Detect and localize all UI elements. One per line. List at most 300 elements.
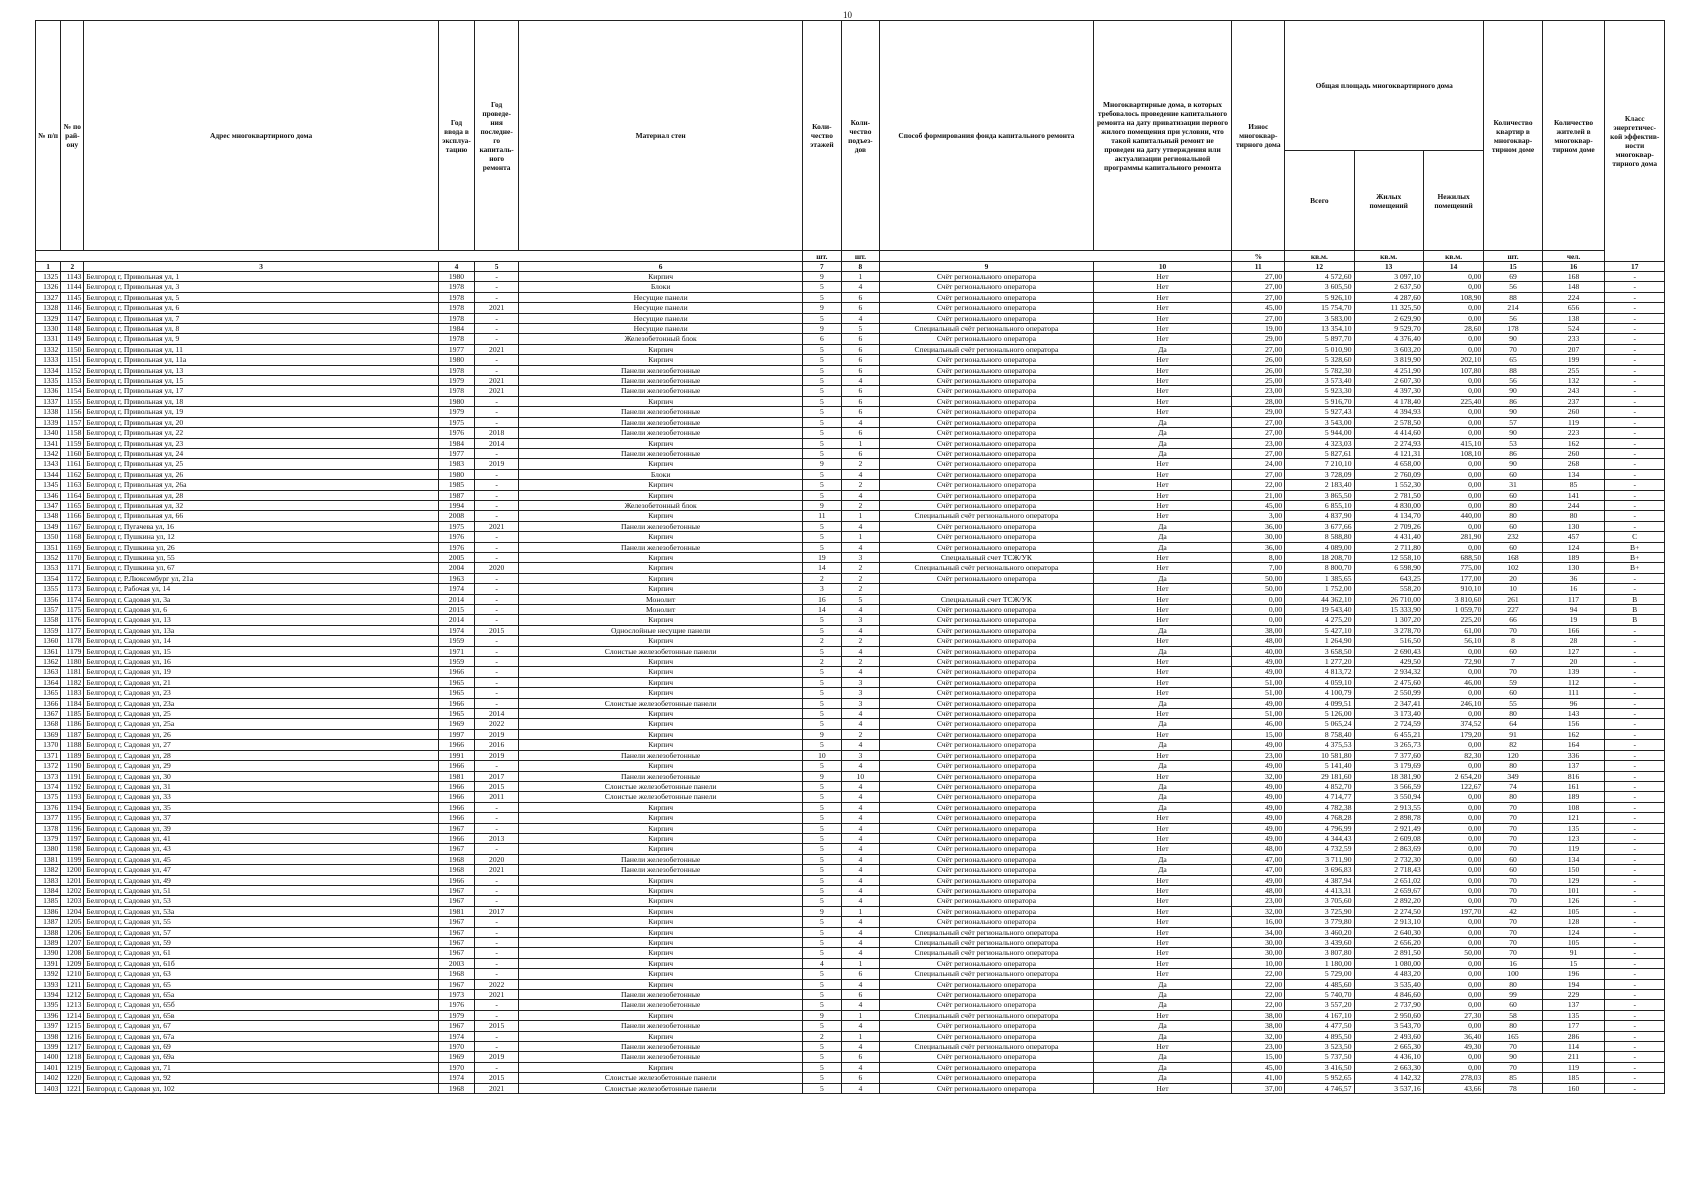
cell-area-total: 1 752,00 bbox=[1285, 584, 1354, 594]
cell-area-total: 5 827,61 bbox=[1285, 448, 1354, 458]
cell-address: Белгород г, Садовая ул, 65а bbox=[84, 990, 438, 1000]
cell-repair-required: Нет bbox=[1093, 469, 1232, 479]
cell-floors: 5 bbox=[803, 885, 842, 895]
cell-wall-material: Панели железобетонные bbox=[519, 1021, 803, 1031]
cell-wear: 0,00 bbox=[1232, 615, 1285, 625]
cell-wall-material: Несущие панели bbox=[519, 324, 803, 334]
cell-wall-material: Несущие панели bbox=[519, 313, 803, 323]
cell-entrances: 1 bbox=[841, 906, 880, 916]
cell-energy-class: - bbox=[1605, 657, 1665, 667]
cell-floors: 14 bbox=[803, 563, 842, 573]
cell-wall-material: Кирпич bbox=[519, 677, 803, 687]
cell-apartments: 88 bbox=[1484, 365, 1542, 375]
cell-last-repair-year: - bbox=[475, 927, 519, 937]
cell-apartments: 55 bbox=[1484, 698, 1542, 708]
cell-residents: 80 bbox=[1542, 511, 1605, 521]
cell-row-number: 1397 bbox=[36, 1021, 61, 1031]
cell-wear: 22,00 bbox=[1232, 990, 1285, 1000]
cell-year-built: 1968 bbox=[438, 854, 474, 864]
cell-area-total: 3 696,83 bbox=[1285, 865, 1354, 875]
cell-wall-material: Блоки bbox=[519, 469, 803, 479]
cell-address: Белгород г, Садовая ул, 57 bbox=[84, 927, 438, 937]
cell-energy-class: В bbox=[1605, 605, 1665, 615]
cell-wall-material: Кирпич bbox=[519, 906, 803, 916]
cell-energy-class: - bbox=[1605, 677, 1665, 687]
cell-residents: 260 bbox=[1542, 448, 1605, 458]
cell-address: Белгород г, Привольная ул, 11 bbox=[84, 344, 438, 354]
cell-floors: 2 bbox=[803, 573, 842, 583]
cell-entrances: 4 bbox=[841, 667, 880, 677]
cell-last-repair-year: - bbox=[475, 698, 519, 708]
cell-floors: 19 bbox=[803, 552, 842, 562]
cell-repair-required: Да bbox=[1093, 646, 1232, 656]
cell-wear: 49,00 bbox=[1232, 761, 1285, 771]
cell-area-nonresidential: 281,90 bbox=[1423, 532, 1484, 542]
cell-wall-material: Панели железобетонные bbox=[519, 1000, 803, 1010]
cell-apartments: 70 bbox=[1484, 667, 1542, 677]
cell-entrances: 4 bbox=[841, 417, 880, 427]
cell-area-residential: 18 381,90 bbox=[1354, 771, 1423, 781]
cell-area-nonresidential: 0,00 bbox=[1423, 303, 1484, 313]
cell-floors: 5 bbox=[803, 469, 842, 479]
table-row bbox=[36, 729, 1665, 739]
cell-row-number: 1349 bbox=[36, 521, 61, 531]
cell-area-total: 5 126,00 bbox=[1285, 709, 1354, 719]
cell-energy-class: - bbox=[1605, 365, 1665, 375]
cell-row-number: 1393 bbox=[36, 979, 61, 989]
cell-area-residential: 4 658,00 bbox=[1354, 459, 1423, 469]
cell-energy-class: - bbox=[1605, 282, 1665, 292]
table-row bbox=[36, 875, 1665, 885]
cell-residents: 137 bbox=[1542, 1000, 1605, 1010]
cell-apartments: 66 bbox=[1484, 615, 1542, 625]
cell-area-nonresidential: 0,00 bbox=[1423, 792, 1484, 802]
cell-area-total: 3 460,20 bbox=[1285, 927, 1354, 937]
cell-energy-class: - bbox=[1605, 1042, 1665, 1052]
cell-floors: 5 bbox=[803, 979, 842, 989]
table-row bbox=[36, 438, 1665, 448]
cell-floors: 5 bbox=[803, 417, 842, 427]
cell-row-number: 1378 bbox=[36, 823, 61, 833]
cell-energy-class: - bbox=[1605, 511, 1665, 521]
cell-district-number: 1172 bbox=[61, 573, 84, 583]
cell-area-residential: 2 550,99 bbox=[1354, 688, 1423, 698]
unit-entrances: шт. bbox=[841, 251, 880, 262]
cell-apartments: 57 bbox=[1484, 417, 1542, 427]
cell-row-number: 1379 bbox=[36, 833, 61, 843]
cell-last-repair-year: - bbox=[475, 677, 519, 687]
cell-fund-method: Счёт регионального оператора bbox=[880, 729, 1094, 739]
cell-fund-method: Счёт регионального оператора bbox=[880, 677, 1094, 687]
cell-energy-class: - bbox=[1605, 1083, 1665, 1093]
cell-year-built: 1968 bbox=[438, 969, 474, 979]
cell-energy-class: - bbox=[1605, 1062, 1665, 1072]
cell-residents: 189 bbox=[1542, 792, 1605, 802]
cell-entrances: 6 bbox=[841, 1052, 880, 1062]
table-row bbox=[36, 355, 1665, 365]
cell-entrances: 6 bbox=[841, 292, 880, 302]
cell-energy-class: - bbox=[1605, 844, 1665, 854]
cell-repair-required: Нет bbox=[1093, 1042, 1232, 1052]
cell-wear: 49,00 bbox=[1232, 781, 1285, 791]
cell-apartments: 60 bbox=[1484, 646, 1542, 656]
cell-area-total: 1 385,65 bbox=[1285, 573, 1354, 583]
cell-last-repair-year: - bbox=[475, 844, 519, 854]
cell-residents: 233 bbox=[1542, 334, 1605, 344]
cell-district-number: 1196 bbox=[61, 823, 84, 833]
cell-area-nonresidential: 0,00 bbox=[1423, 480, 1484, 490]
table-row bbox=[36, 1031, 1665, 1041]
cell-area-nonresidential: 0,00 bbox=[1423, 1000, 1484, 1010]
cell-repair-required: Да bbox=[1093, 1052, 1232, 1062]
cell-entrances: 4 bbox=[841, 469, 880, 479]
cell-energy-class: - bbox=[1605, 771, 1665, 781]
cell-area-total: 4 768,28 bbox=[1285, 813, 1354, 823]
cell-area-residential: 4 846,60 bbox=[1354, 990, 1423, 1000]
cell-wall-material: Панели железобетонные bbox=[519, 750, 803, 760]
cell-address: Белгород г, Привольная ул, 24 bbox=[84, 448, 438, 458]
cell-year-built: 1965 bbox=[438, 709, 474, 719]
cell-residents: 112 bbox=[1542, 677, 1605, 687]
table-row bbox=[36, 448, 1665, 458]
cell-repair-required: Нет bbox=[1093, 885, 1232, 895]
table-row bbox=[36, 344, 1665, 354]
cell-area-total: 29 181,60 bbox=[1285, 771, 1354, 781]
cell-year-built: 1975 bbox=[438, 417, 474, 427]
cell-repair-required: Да bbox=[1093, 417, 1232, 427]
cell-wall-material: Кирпич bbox=[519, 885, 803, 895]
cell-floors: 3 bbox=[803, 584, 842, 594]
cell-area-total: 4 813,72 bbox=[1285, 667, 1354, 677]
cell-residents: 150 bbox=[1542, 865, 1605, 875]
cell-floors: 5 bbox=[803, 844, 842, 854]
cell-address: Белгород г, Садовая ул, 14 bbox=[84, 636, 438, 646]
cell-district-number: 1213 bbox=[61, 1000, 84, 1010]
cell-address: Белгород г, Садовая ул, 31 bbox=[84, 781, 438, 791]
cell-wear: 32,00 bbox=[1232, 1031, 1285, 1041]
table-row bbox=[36, 709, 1665, 719]
cell-address: Белгород г, Садовая ул, 63 bbox=[84, 969, 438, 979]
cell-area-residential: 2 891,50 bbox=[1354, 948, 1423, 958]
cell-area-total: 4 746,57 bbox=[1285, 1083, 1354, 1093]
cell-address: Белгород г, Садовая ул, 21 bbox=[84, 677, 438, 687]
cell-row-number: 1364 bbox=[36, 677, 61, 687]
cell-repair-required: Да bbox=[1093, 521, 1232, 531]
cell-area-nonresidential: 0,00 bbox=[1423, 490, 1484, 500]
table-header bbox=[36, 21, 1665, 272]
cell-energy-class: - bbox=[1605, 292, 1665, 302]
cell-entrances: 4 bbox=[841, 927, 880, 937]
cell-year-built: 1984 bbox=[438, 324, 474, 334]
cell-fund-method: Специальный счёт регионального оператора bbox=[880, 927, 1094, 937]
cell-district-number: 1207 bbox=[61, 938, 84, 948]
header-district-number: № по рай-ону bbox=[61, 21, 84, 251]
cell-wall-material: Кирпич bbox=[519, 833, 803, 843]
cell-area-residential: 2 274,93 bbox=[1354, 438, 1423, 448]
cell-entrances: 4 bbox=[841, 938, 880, 948]
cell-fund-method: Счёт регионального оператора bbox=[880, 1062, 1094, 1072]
cell-area-nonresidential: 225,20 bbox=[1423, 615, 1484, 625]
cell-row-number: 1329 bbox=[36, 313, 61, 323]
cell-floors: 9 bbox=[803, 771, 842, 781]
cell-area-residential: 2 913,10 bbox=[1354, 917, 1423, 927]
cell-energy-class: - bbox=[1605, 386, 1665, 396]
cell-year-built: 1966 bbox=[438, 792, 474, 802]
table-row bbox=[36, 428, 1665, 438]
cell-energy-class: - bbox=[1605, 480, 1665, 490]
cell-year-built: 1966 bbox=[438, 740, 474, 750]
cell-area-residential: 4 414,60 bbox=[1354, 428, 1423, 438]
cell-residents: 105 bbox=[1542, 938, 1605, 948]
cell-apartments: 90 bbox=[1484, 386, 1542, 396]
cell-area-residential: 2 760,09 bbox=[1354, 469, 1423, 479]
cell-row-number: 1383 bbox=[36, 875, 61, 885]
cell-row-number: 1394 bbox=[36, 990, 61, 1000]
cell-floors: 5 bbox=[803, 969, 842, 979]
cell-entrances: 4 bbox=[841, 813, 880, 823]
cell-wall-material: Кирпич bbox=[519, 438, 803, 448]
cell-fund-method: Счёт регионального оператора bbox=[880, 865, 1094, 875]
cell-energy-class: - bbox=[1605, 813, 1665, 823]
cell-fund-method: Счёт регионального оператора bbox=[880, 313, 1094, 323]
cell-wall-material: Кирпич bbox=[519, 709, 803, 719]
cell-area-total: 4 732,59 bbox=[1285, 844, 1354, 854]
cell-area-residential: 4 830,00 bbox=[1354, 500, 1423, 510]
cell-address: Белгород г, Садовая ул, 102 bbox=[84, 1083, 438, 1093]
cell-area-residential: 11 325,50 bbox=[1354, 303, 1423, 313]
cell-residents: 224 bbox=[1542, 292, 1605, 302]
cell-residents: 141 bbox=[1542, 490, 1605, 500]
header-floors: Коли-чество этажей bbox=[803, 21, 842, 251]
cell-wear: 27,00 bbox=[1232, 428, 1285, 438]
cell-wear: 51,00 bbox=[1232, 677, 1285, 687]
cell-year-built: 1969 bbox=[438, 719, 474, 729]
cell-area-nonresidential: 0,00 bbox=[1423, 646, 1484, 656]
cell-area-nonresidential: 0,00 bbox=[1423, 521, 1484, 531]
cell-entrances: 6 bbox=[841, 386, 880, 396]
cell-energy-class: - bbox=[1605, 1031, 1665, 1041]
cell-area-total: 3 779,80 bbox=[1285, 917, 1354, 927]
cell-address: Белгород г, Садовая ул, 6 bbox=[84, 605, 438, 615]
cell-last-repair-year: - bbox=[475, 334, 519, 344]
cell-floors: 5 bbox=[803, 688, 842, 698]
cell-wall-material: Кирпич bbox=[519, 396, 803, 406]
cell-residents: 268 bbox=[1542, 459, 1605, 469]
cell-apartments: 70 bbox=[1484, 1062, 1542, 1072]
cell-apartments: 165 bbox=[1484, 1031, 1542, 1041]
cell-row-number: 1376 bbox=[36, 802, 61, 812]
cell-fund-method: Счёт регионального оператора bbox=[880, 459, 1094, 469]
cell-fund-method: Счёт регионального оператора bbox=[880, 1031, 1094, 1041]
cell-address: Белгород г, Садовая ул, 51 bbox=[84, 885, 438, 895]
cell-fund-method: Счёт регионального оператора bbox=[880, 958, 1094, 968]
cell-district-number: 1145 bbox=[61, 292, 84, 302]
cell-area-residential: 9 529,70 bbox=[1354, 324, 1423, 334]
cell-last-repair-year: 2021 bbox=[475, 990, 519, 1000]
cell-apartments: 86 bbox=[1484, 448, 1542, 458]
cell-repair-required: Да bbox=[1093, 979, 1232, 989]
cell-year-built: 1969 bbox=[438, 1052, 474, 1062]
cell-entrances: 2 bbox=[841, 500, 880, 510]
cell-apartments: 80 bbox=[1484, 1021, 1542, 1031]
cell-energy-class: - bbox=[1605, 646, 1665, 656]
table-row bbox=[36, 376, 1665, 386]
cell-fund-method: Счёт регионального оператора bbox=[880, 698, 1094, 708]
header-wall-material: Материал стен bbox=[519, 21, 803, 251]
cell-area-total: 5 927,43 bbox=[1285, 407, 1354, 417]
cell-wear: 22,00 bbox=[1232, 979, 1285, 989]
cell-residents: 119 bbox=[1542, 417, 1605, 427]
cell-area-residential: 7 377,60 bbox=[1354, 750, 1423, 760]
cell-address: Белгород г, Садовая ул, 23а bbox=[84, 698, 438, 708]
cell-apartments: 60 bbox=[1484, 854, 1542, 864]
cell-year-built: 1978 bbox=[438, 365, 474, 375]
cell-address: Белгород г, Привольная ул, 8 bbox=[84, 324, 438, 334]
cell-district-number: 1216 bbox=[61, 1031, 84, 1041]
cell-district-number: 1163 bbox=[61, 480, 84, 490]
cell-repair-required: Нет bbox=[1093, 948, 1232, 958]
cell-area-nonresidential: 202,10 bbox=[1423, 355, 1484, 365]
cell-area-residential: 3 097,10 bbox=[1354, 272, 1423, 282]
cell-area-residential: 1 552,30 bbox=[1354, 480, 1423, 490]
cell-residents: 185 bbox=[1542, 1073, 1605, 1083]
cell-last-repair-year: - bbox=[475, 365, 519, 375]
table-row bbox=[36, 917, 1665, 927]
cell-year-built: 1974 bbox=[438, 584, 474, 594]
cell-repair-required: Нет bbox=[1093, 324, 1232, 334]
cell-area-residential: 4 397,30 bbox=[1354, 386, 1423, 396]
cell-repair-required: Нет bbox=[1093, 1083, 1232, 1093]
cell-energy-class: - bbox=[1605, 990, 1665, 1000]
cell-repair-required: Да bbox=[1093, 1073, 1232, 1083]
cell-address: Белгород г, Привольная ул, 19 bbox=[84, 407, 438, 417]
cell-district-number: 1147 bbox=[61, 313, 84, 323]
cell-area-total: 3 583,00 bbox=[1285, 313, 1354, 323]
cell-residents: 457 bbox=[1542, 532, 1605, 542]
cell-year-built: 1959 bbox=[438, 636, 474, 646]
cell-area-total: 19 543,40 bbox=[1285, 605, 1354, 615]
cell-energy-class: - bbox=[1605, 469, 1665, 479]
cell-apartments: 88 bbox=[1484, 292, 1542, 302]
cell-entrances: 4 bbox=[841, 854, 880, 864]
cell-area-residential: 2 347,41 bbox=[1354, 698, 1423, 708]
cell-floors: 5 bbox=[803, 896, 842, 906]
cell-entrances: 4 bbox=[841, 875, 880, 885]
cell-entrances: 6 bbox=[841, 303, 880, 313]
cell-year-built: 1966 bbox=[438, 667, 474, 677]
table-row bbox=[36, 303, 1665, 313]
cell-area-total: 3 705,60 bbox=[1285, 896, 1354, 906]
cell-area-nonresidential: 27,30 bbox=[1423, 1010, 1484, 1020]
table-row bbox=[36, 407, 1665, 417]
cell-area-residential: 3 535,40 bbox=[1354, 979, 1423, 989]
table-row bbox=[36, 480, 1665, 490]
cell-row-number: 1330 bbox=[36, 324, 61, 334]
cell-energy-class: - bbox=[1605, 417, 1665, 427]
cell-energy-class: - bbox=[1605, 303, 1665, 313]
cell-entrances: 2 bbox=[841, 657, 880, 667]
cell-entrances: 2 bbox=[841, 636, 880, 646]
cell-address: Белгород г, Пугачева ул, 16 bbox=[84, 521, 438, 531]
cell-residents: 223 bbox=[1542, 428, 1605, 438]
cell-floors: 16 bbox=[803, 594, 842, 604]
cell-fund-method: Специальный счёт регионального оператора bbox=[880, 344, 1094, 354]
cell-apartments: 99 bbox=[1484, 990, 1542, 1000]
cell-address: Белгород г, Садовая ул, 92 bbox=[84, 1073, 438, 1083]
cell-last-repair-year: - bbox=[475, 490, 519, 500]
cell-residents: 161 bbox=[1542, 781, 1605, 791]
cell-row-number: 1366 bbox=[36, 698, 61, 708]
table-row bbox=[36, 552, 1665, 562]
cell-energy-class: - bbox=[1605, 709, 1665, 719]
cell-last-repair-year: - bbox=[475, 948, 519, 958]
cell-fund-method: Счёт регионального оператора bbox=[880, 813, 1094, 823]
cell-apartments: 70 bbox=[1484, 844, 1542, 854]
unit-area-nonresidential: кв.м. bbox=[1423, 251, 1484, 262]
cell-wear: 41,00 bbox=[1232, 1073, 1285, 1083]
cell-year-built: 1984 bbox=[438, 438, 474, 448]
cell-wear: 29,00 bbox=[1232, 407, 1285, 417]
cell-area-total: 4 895,50 bbox=[1285, 1031, 1354, 1041]
table-row bbox=[36, 563, 1665, 573]
units-row bbox=[36, 251, 1665, 262]
cell-last-repair-year: 2021 bbox=[475, 1083, 519, 1093]
cell-district-number: 1206 bbox=[61, 927, 84, 937]
cell-address: Белгород г, Привольная ул, 3 bbox=[84, 282, 438, 292]
cell-district-number: 1160 bbox=[61, 448, 84, 458]
cell-entrances: 6 bbox=[841, 365, 880, 375]
cell-address: Белгород г, Привольная ул, 25 bbox=[84, 459, 438, 469]
cell-repair-required: Нет bbox=[1093, 844, 1232, 854]
table-row bbox=[36, 1042, 1665, 1052]
cell-repair-required: Нет bbox=[1093, 407, 1232, 417]
cell-energy-class: - bbox=[1605, 490, 1665, 500]
cell-last-repair-year: 2014 bbox=[475, 438, 519, 448]
cell-residents: 134 bbox=[1542, 854, 1605, 864]
cell-area-nonresidential: 0,00 bbox=[1423, 813, 1484, 823]
table-row bbox=[36, 272, 1665, 282]
cell-address: Белгород г, Привольная ул, 20 bbox=[84, 417, 438, 427]
cell-entrances: 4 bbox=[841, 781, 880, 791]
cell-repair-required: Нет bbox=[1093, 833, 1232, 843]
cell-floors: 5 bbox=[803, 428, 842, 438]
cell-repair-required: Да bbox=[1093, 344, 1232, 354]
cell-fund-method: Счёт регионального оператора bbox=[880, 334, 1094, 344]
cell-energy-class: - bbox=[1605, 667, 1665, 677]
cell-entrances: 4 bbox=[841, 917, 880, 927]
cell-address: Белгород г, Садовая ул, 43 bbox=[84, 844, 438, 854]
cell-wall-material: Кирпич bbox=[519, 511, 803, 521]
cell-entrances: 4 bbox=[841, 896, 880, 906]
cell-address: Белгород г, Садовая ул, 28 bbox=[84, 750, 438, 760]
cell-residents: 127 bbox=[1542, 646, 1605, 656]
cell-fund-method: Специальный счёт регионального оператора bbox=[880, 1042, 1094, 1052]
cell-area-total: 44 362,10 bbox=[1285, 594, 1354, 604]
cell-floors: 5 bbox=[803, 438, 842, 448]
cell-area-residential: 4 431,40 bbox=[1354, 532, 1423, 542]
cell-area-total: 4 089,00 bbox=[1285, 542, 1354, 552]
cell-repair-required: Да bbox=[1093, 573, 1232, 583]
cell-floors: 9 bbox=[803, 324, 842, 334]
cell-wear: 29,00 bbox=[1232, 334, 1285, 344]
cell-area-total: 4 167,10 bbox=[1285, 1010, 1354, 1020]
housing-register-table bbox=[35, 20, 1665, 1094]
cell-wall-material: Панели железобетонные bbox=[519, 1052, 803, 1062]
cell-row-number: 1392 bbox=[36, 969, 61, 979]
cell-repair-required: Да bbox=[1093, 990, 1232, 1000]
cell-repair-required: Да bbox=[1093, 542, 1232, 552]
cell-floors: 5 bbox=[803, 480, 842, 490]
